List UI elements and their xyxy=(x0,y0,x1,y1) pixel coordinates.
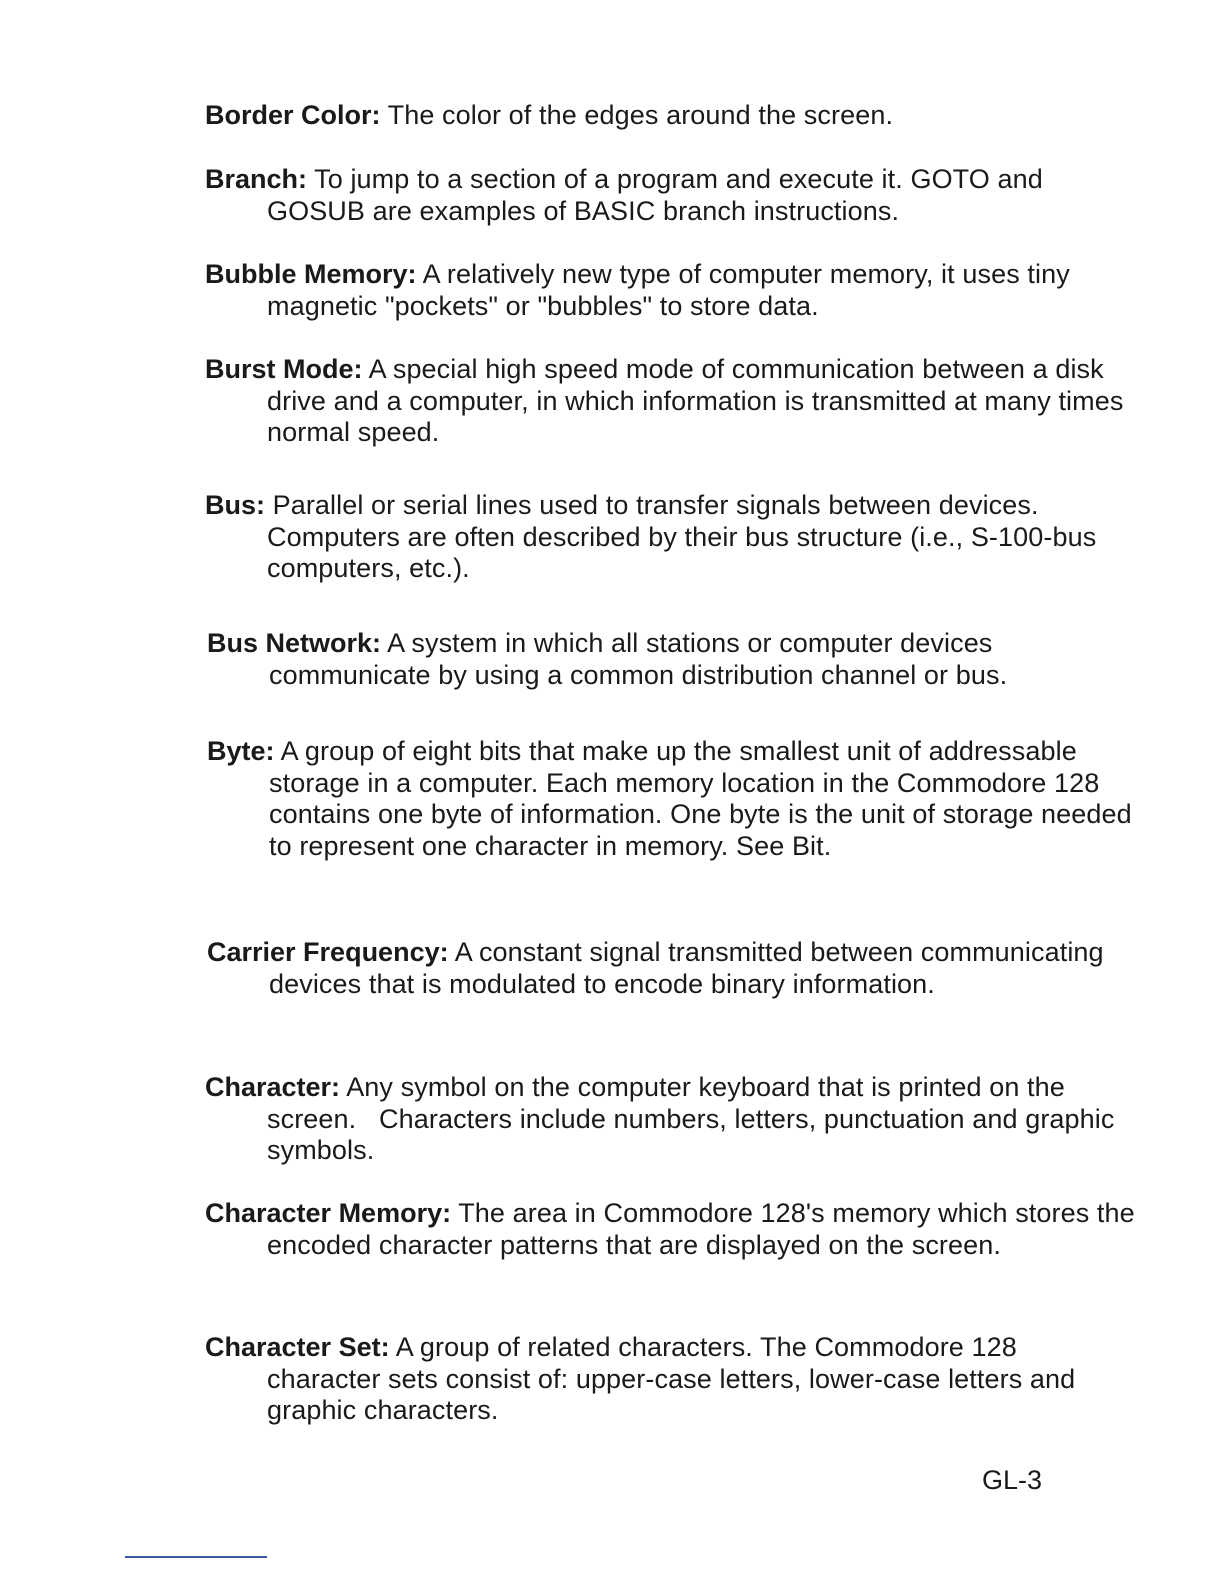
glossary-term: Branch: xyxy=(205,164,308,194)
glossary-term: Carrier Frequency: xyxy=(207,937,449,967)
glossary-definition: A constant signal transmitted between communicating devices that is modulated to encode binary information. xyxy=(269,937,1104,999)
glossary-term: Bus Network: xyxy=(207,628,382,658)
glossary-term: Bus: xyxy=(205,490,265,520)
glossary-entry-bus xyxy=(205,490,1137,585)
glossary-definition: A group of related characters. The Commodore 128 character sets consist of: upper-case letters, lower-case letters and graphic characters. xyxy=(267,1332,1076,1426)
glossary-definition: To jump to a section of a program and execute it. GOTO and GOSUB are examples of BASIC branch instructions. xyxy=(267,164,1043,226)
glossary-definition: The area in Commodore 128's memory which stores the encoded character patterns that are displayed on the screen. xyxy=(267,1198,1135,1260)
glossary-entry-burst-mode xyxy=(205,354,1137,449)
glossary-term: Character: xyxy=(205,1072,341,1102)
glossary-definition: Parallel or serial lines used to transfer signals between devices. Computers are often described by their bus structure (i.e., S-100-bus computers, etc.). xyxy=(267,490,1097,584)
glossary-definition: A group of eight bits that make up the smallest unit of addressable storage in a computer. Each memory location in the Commodore 128 contains one byte of information. One byte is the unit of storage needed to represent one character in memory. See Bit. xyxy=(269,736,1132,861)
glossary-entry-character xyxy=(205,1072,1137,1167)
glossary-term: Border Color: xyxy=(205,100,381,130)
glossary-entry-border-color xyxy=(205,100,1137,132)
glossary-term: Byte: xyxy=(207,736,275,766)
page-number: GL-3 xyxy=(981,1465,1042,1495)
glossary-entry-bus-network xyxy=(207,628,1139,691)
glossary-entry-bubble-memory xyxy=(205,259,1137,322)
footer-rule xyxy=(125,1556,267,1558)
glossary-term: Character Set: xyxy=(205,1332,390,1362)
glossary-term: Burst Mode: xyxy=(205,354,363,384)
glossary-entry-character-set xyxy=(205,1332,1137,1427)
glossary-definition: The color of the edges around the screen. xyxy=(387,100,894,130)
glossary-entry-byte xyxy=(207,736,1139,862)
glossary-entry-character-memory xyxy=(205,1198,1137,1261)
glossary-entry-carrier-frequency xyxy=(207,937,1139,1000)
glossary-entry-branch xyxy=(205,164,1137,227)
glossary-definition: A relatively new type of computer memory, it uses tiny magnetic "pockets" or "bubbles" to store data. xyxy=(267,259,1070,321)
glossary-definition: A special high speed mode of communication between a disk drive and a computer, in which information is transmitted at many times normal speed. xyxy=(267,354,1124,448)
glossary-term: Bubble Memory: xyxy=(205,259,417,289)
glossary-definition: Any symbol on the computer keyboard that is printed on the screen. Characters include numbers, letters, punctuation and graphic symbols. xyxy=(267,1072,1123,1166)
glossary-definition: A system in which all stations or computer devices communicate by using a common distribution channel or bus. xyxy=(269,628,1008,690)
glossary-term: Character Memory: xyxy=(205,1198,452,1228)
